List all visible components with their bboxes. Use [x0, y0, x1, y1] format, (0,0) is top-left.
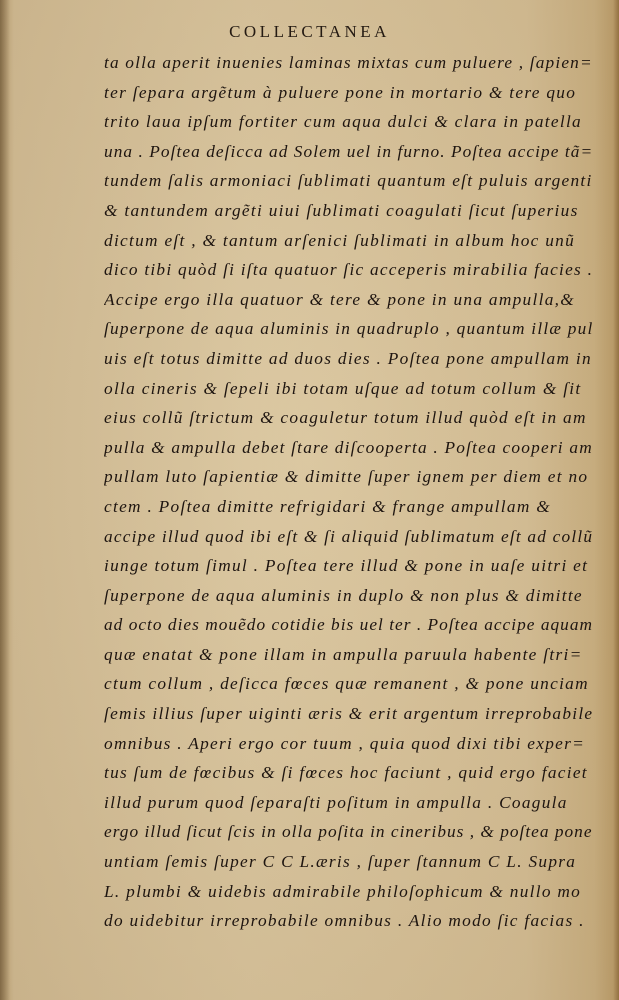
text-line: omnibus . Aperi ergo cor tuum , quia quod dixi tibi exper=	[104, 733, 586, 753]
text-line: pulla & ampulla debet ſtare diſcooperta . Poſtea cooperi am	[104, 437, 593, 457]
text-line: untiam ſemis ſuper C C L.æris , ſuper ſtannum C L. Supra	[104, 852, 577, 872]
text-line: ter ſepara argẽtum à puluere pone in mortario & tere quo	[104, 82, 577, 102]
text-line: ad octo dies mouẽdo cotidie bis uel ter . Poſtea accipe aquam	[104, 615, 594, 635]
text-line: ſuperpone de aqua aluminis in quadruplo , quantum illæ pul	[104, 319, 594, 339]
text-line: dictum eſt , & tantum arſenici ſublimati in album hoc unũ	[104, 230, 576, 250]
body-text	[104, 48, 594, 936]
text-line: ta olla aperit inuenies laminas mixtas cum puluere , ſapien=	[104, 53, 593, 72]
text-line: do uidebitur irreprobabile omnibus . Alio modo ſic facias .	[104, 911, 585, 931]
text-line: ctem . Poſtea dimitte refrigidari & frange ampullam &	[104, 496, 551, 516]
text-line: ſemis illius ſuper uiginti æris & erit argentum irreprobabile	[104, 704, 594, 724]
text-line: ctum collum , deſicca fœces quæ remanent , & pone unciam	[104, 674, 589, 694]
text-line: L. plumbi & uidebis admirabile philoſophicum & nullo mo	[104, 881, 582, 901]
text-line: ergo illud ſicut ſcis in olla poſita in cineribus , & poſtea pone	[104, 822, 593, 842]
text-line: ſuperpone de aqua aluminis in duplo & non plus & dimitte	[104, 585, 583, 605]
text-line: eius collũ ſtrictum & coaguletur totum illud quòd eſt in am	[104, 408, 587, 428]
text-line: trito laua ipſum fortiter cum aqua dulci & clara in patella	[104, 112, 582, 132]
text-line: dico tibi quòd ſi iſta quatuor ſic acceperis mirabilia facies .	[104, 260, 594, 280]
text-line: pullam luto ſapientiæ & dimitte ſuper ignem per diem et no	[104, 467, 589, 487]
text-line: quæ enatat & pone illam in ampulla paruula habente ſtri=	[104, 644, 583, 664]
text-line: tundem ſalis armoniaci ſublimati quantum eſt puluis argenti	[104, 171, 593, 191]
running-head: COLLECTANEA	[229, 22, 390, 41]
text-line: una . Poſtea deſicca ad Solem uel in furno. Poſtea accipe tã=	[104, 141, 594, 161]
text-line: uis eſt totus dimitte ad duos dies . Poſtea pone ampullam in	[104, 348, 592, 368]
text-line: & tantundem argẽti uiui ſublimati coagulati ſicut ſuperius	[104, 200, 579, 220]
text-line: Accipe ergo illa quatuor & tere & pone in una ampulla,&	[104, 289, 575, 309]
text-line: olla cineris & ſepeli ibi totam uſque ad totum collum & ſit	[104, 378, 582, 398]
text-line: iunge totum ſimul . Poſtea tere illud & pone in uaſe uitri et	[104, 556, 589, 576]
text-line: accipe illud quod ibi eſt & ſi aliquid ſublimatum eſt ad collũ	[104, 526, 594, 546]
text-line: illud purum quod ſeparaſti poſitum in ampulla . Coagula	[104, 792, 568, 812]
text-line: tus ſum de fœcibus & ſi fœces hoc faciunt , quid ergo faciet	[104, 763, 588, 783]
